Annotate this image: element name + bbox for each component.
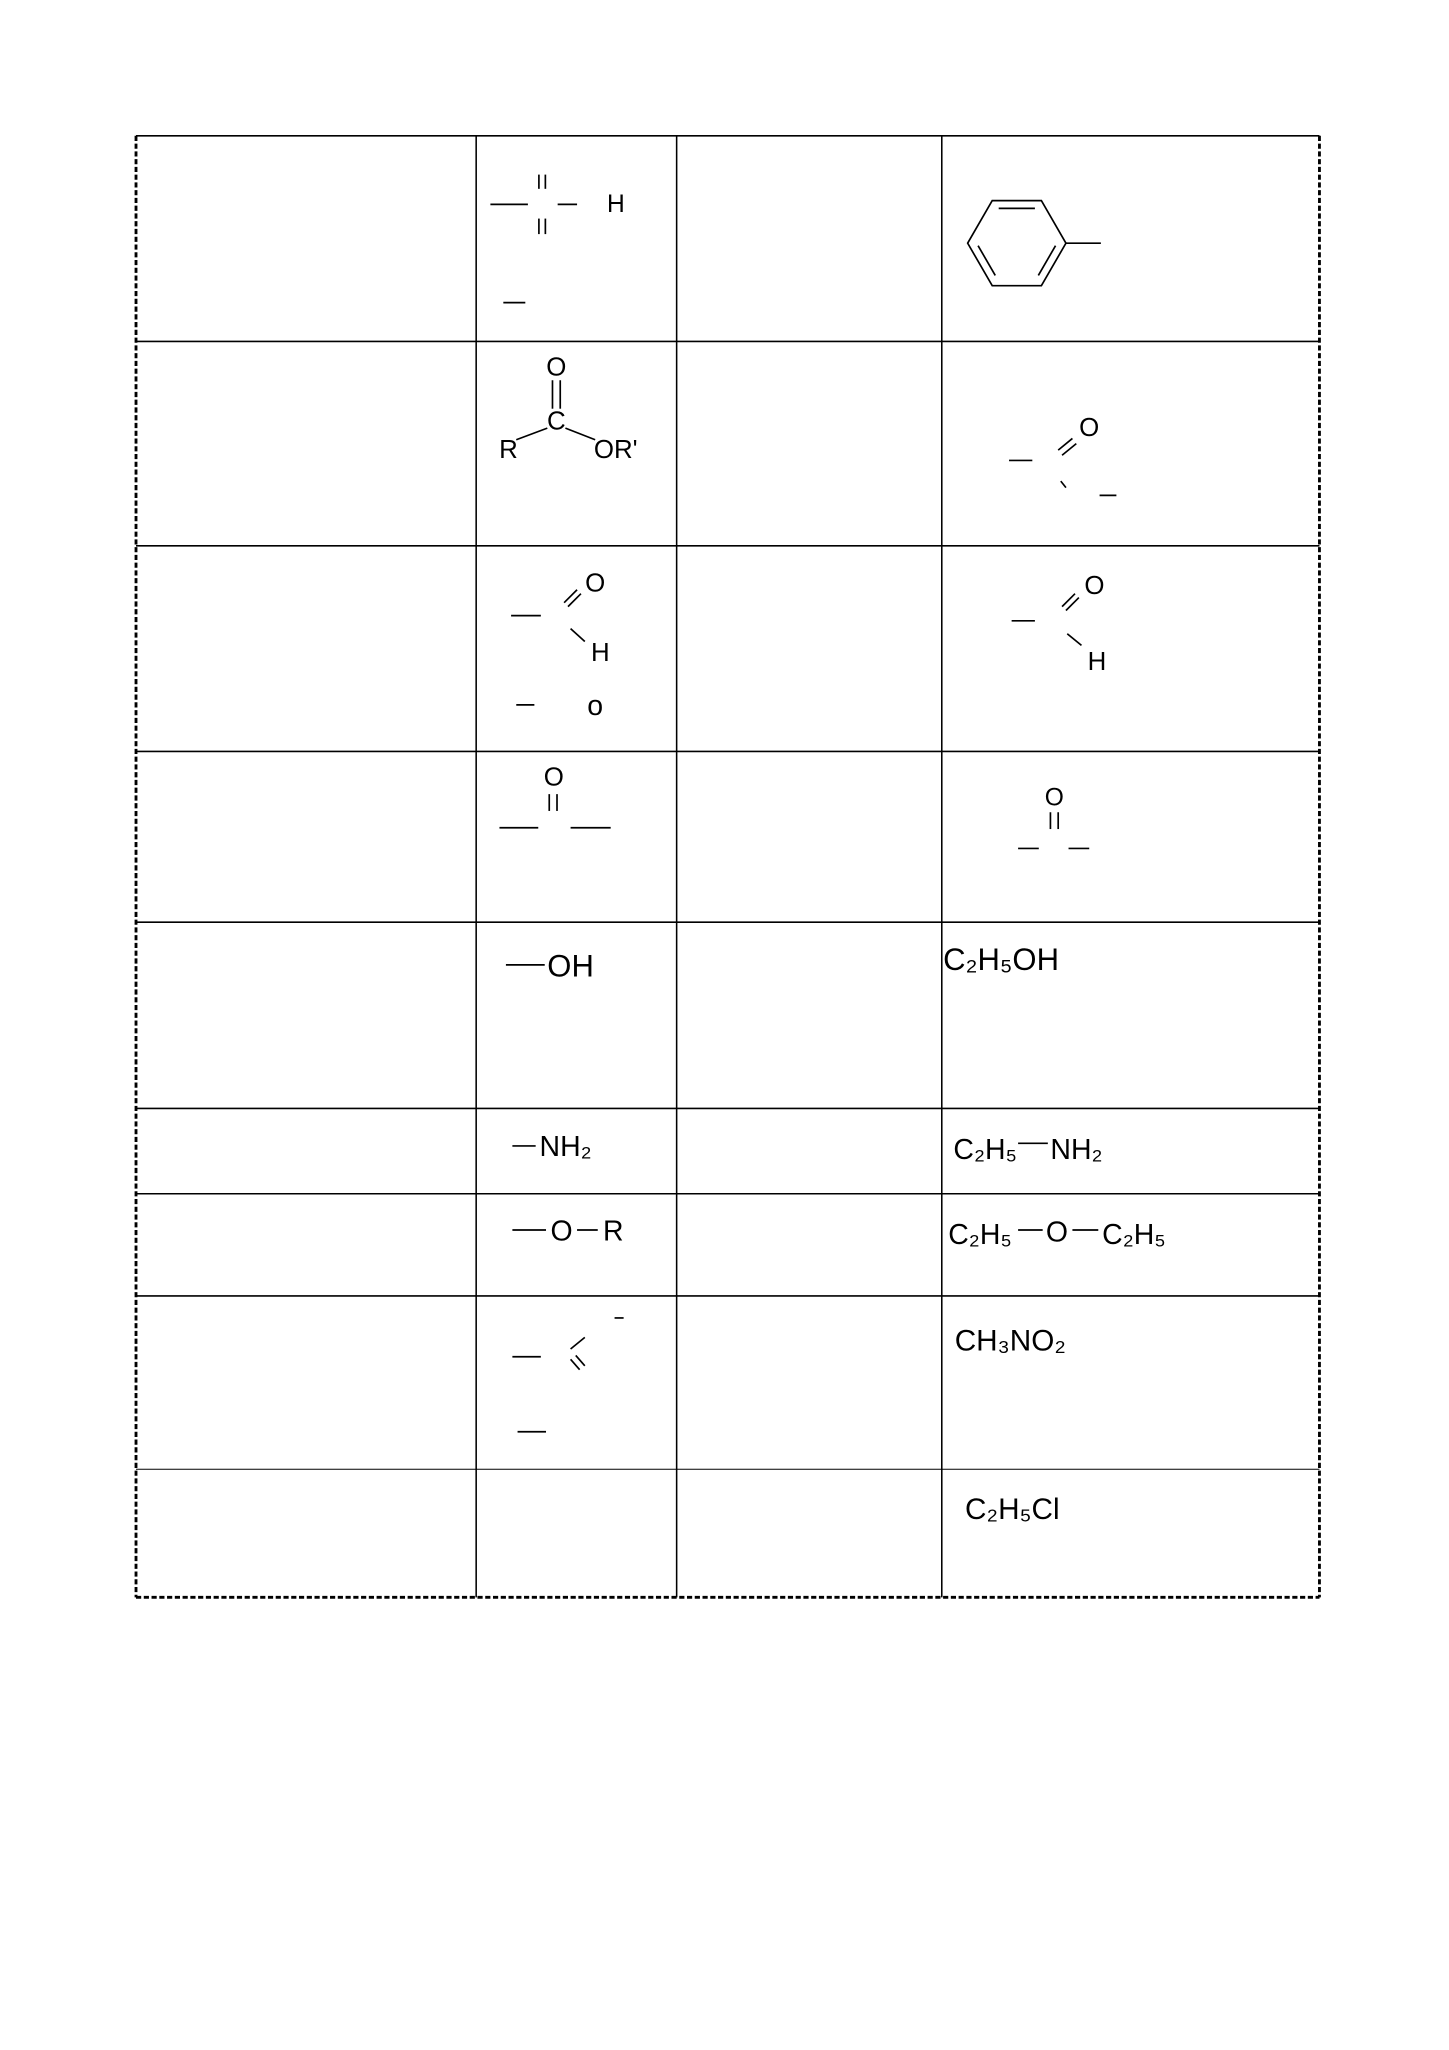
example-formula-right: C₂H₅ [1102, 1219, 1166, 1252]
row-8-example-cell [955, 1325, 1066, 1358]
bond-line [571, 629, 585, 642]
atom-label-o: O [546, 353, 567, 382]
bond-line [1061, 481, 1066, 487]
double-bond-line [1062, 594, 1075, 607]
bond-line [1067, 634, 1081, 646]
row-3-structure-cell [511, 569, 610, 722]
atom-label-r: R [499, 436, 518, 465]
atom-label-o: O [1079, 414, 1100, 443]
example-formula: C₂H₅OH [943, 942, 1060, 978]
row-1-example-cell [968, 201, 1101, 286]
benzene-ring-icon [968, 201, 1101, 286]
row-6-example-cell [953, 1134, 1102, 1166]
example-formula-right: NH₂ [1050, 1133, 1103, 1166]
atom-label-r: R [602, 1215, 624, 1248]
double-bond-line [1066, 598, 1079, 611]
atom-label-o: O [1084, 571, 1105, 600]
example-formula-left: C₂H₅ [953, 1133, 1018, 1166]
atom-label-c: C [547, 407, 566, 436]
double-bond-line [564, 590, 577, 603]
example-formula: C₂H₅Cl [965, 1492, 1060, 1526]
table-grid [136, 136, 1319, 1598]
row-6-structure-cell [512, 1131, 591, 1163]
double-bond-line [576, 1355, 585, 1365]
inner-double-bond-line [1038, 246, 1055, 276]
row-7-example-cell [948, 1217, 1165, 1252]
example-formula-left: C₂H₅ [948, 1219, 1012, 1252]
atom-label-h: H [606, 190, 625, 218]
row-4-structure-cell [499, 763, 610, 827]
atom-label-h: H [1087, 648, 1107, 677]
row-5-example-cell [943, 942, 1059, 977]
row-9-example-cell [965, 1493, 1060, 1526]
functional-group-label: NH₂ [539, 1131, 592, 1164]
atom-label-o: O [1044, 784, 1064, 812]
row-8-structure-cell [512, 1318, 623, 1432]
bond-line [571, 1337, 585, 1349]
group-label-or: OR' [593, 436, 638, 465]
row-3-example-cell [1012, 572, 1107, 676]
row-4-example-cell [1018, 785, 1089, 849]
atom-label-o-small: o [587, 690, 604, 723]
row-1-structure-cell [490, 175, 624, 303]
atom-label-o: O [543, 763, 564, 792]
row-2-example-cell [1009, 414, 1116, 495]
bond-line [516, 428, 547, 440]
atom-label-o: O [1045, 1216, 1068, 1249]
inner-double-bond-line [978, 246, 995, 276]
row-5-structure-cell [506, 949, 594, 984]
row-7-structure-cell [512, 1215, 623, 1247]
example-formula: CH₃NO₂ [954, 1324, 1066, 1358]
benzene-hexagon [968, 201, 1066, 286]
functional-group-label: OH [547, 948, 594, 984]
row-2-structure-cell [499, 353, 637, 464]
atom-label-o: O [585, 569, 606, 598]
bond-line [565, 428, 595, 440]
double-bond-line [568, 594, 581, 607]
double-bond-line [571, 1359, 580, 1369]
atom-label-o: O [550, 1215, 573, 1248]
atom-label-h: H [590, 639, 610, 668]
